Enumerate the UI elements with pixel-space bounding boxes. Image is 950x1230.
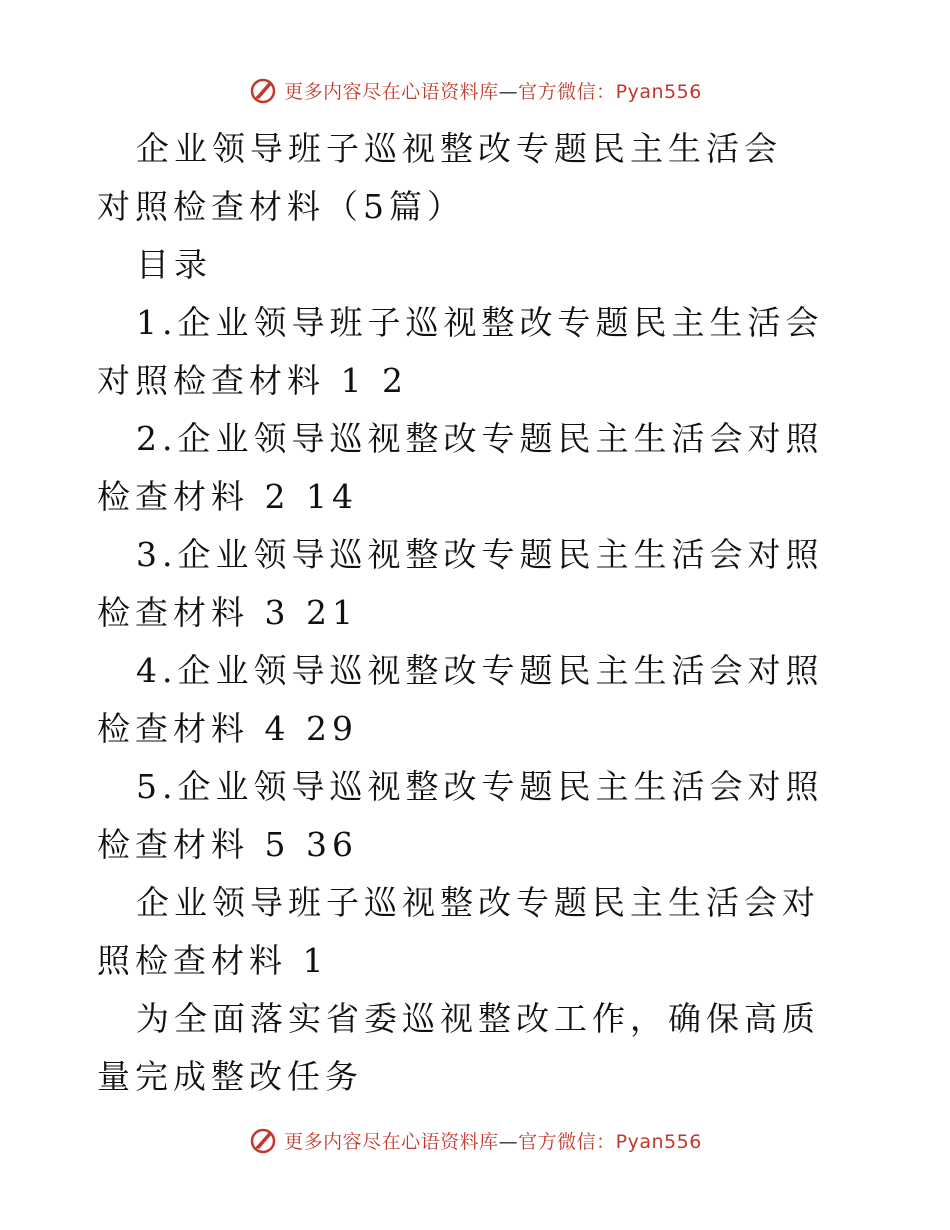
toc-item-1: 1.企业领导班子巡视整改专题民主生活会对照检查材料 1 2 <box>97 303 824 400</box>
body-paragraph: 为全面落实省委巡视整改工作，确保高质量完成整改任务 <box>97 999 820 1096</box>
quill-pen-logo-icon <box>248 75 278 105</box>
document-title: 企业领导班子巡视整改专题民主生活会对照检查材料（5篇） <box>97 129 782 226</box>
watermark-text: 更多内容尽在心语资料库—官方微信：Pyan556 <box>284 80 702 103</box>
toc-heading: 目录 <box>136 245 212 284</box>
watermark-text: 更多内容尽在心语资料库—官方微信：Pyan556 <box>284 1130 702 1153</box>
toc-item-4: 4.企业领导巡视整改专题民主生活会对照检查材料 4 29 <box>97 651 824 748</box>
quill-pen-logo-icon <box>248 1125 278 1155</box>
watermark-banner-top <box>0 70 950 110</box>
toc-item-5: 5.企业领导巡视整改专题民主生活会对照检查材料 5 36 <box>97 767 824 864</box>
watermark-banner-bottom <box>0 1120 950 1160</box>
document-body <box>97 120 857 1106</box>
section-title: 企业领导班子巡视整改专题民主生活会对照检查材料 1 <box>97 883 820 980</box>
toc-item-3: 3.企业领导巡视整改专题民主生活会对照检查材料 3 21 <box>97 535 824 632</box>
toc-item-2: 2.企业领导巡视整改专题民主生活会对照检查材料 2 14 <box>97 419 824 516</box>
